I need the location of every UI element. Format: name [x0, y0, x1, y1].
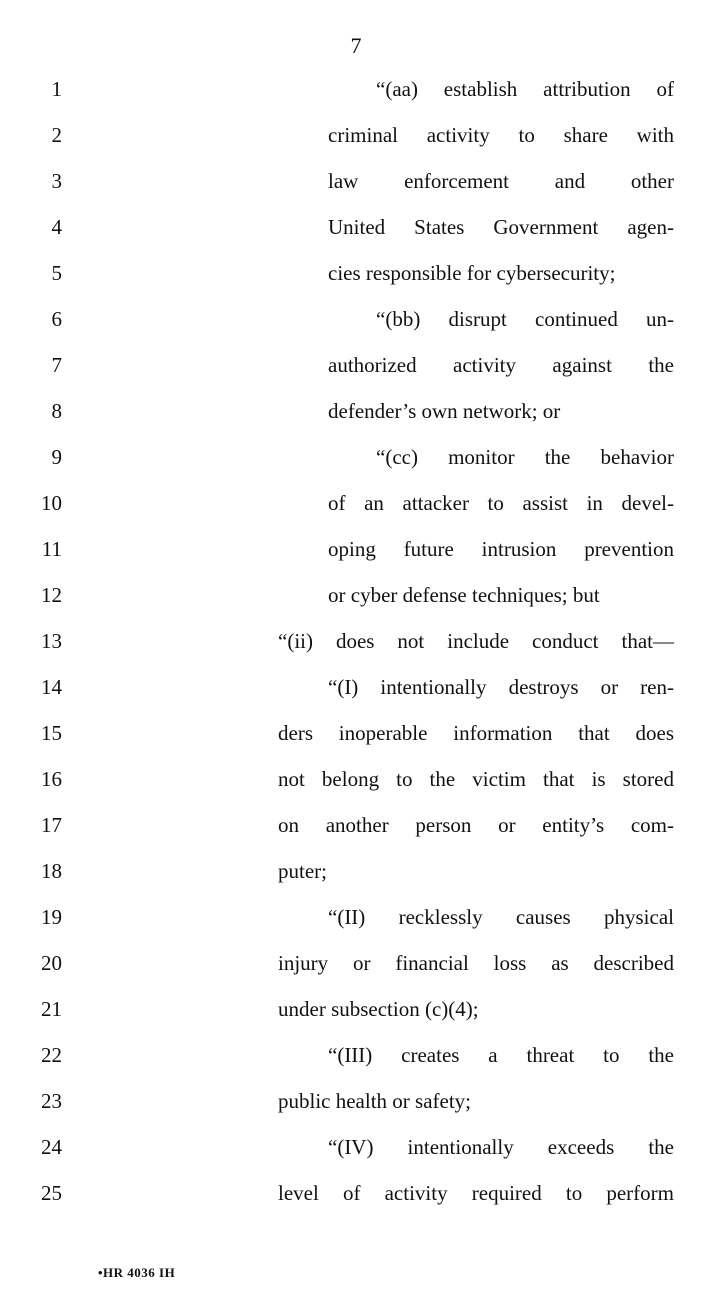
text-line	[0, 718, 712, 748]
line-text: public health or safety;	[278, 1089, 472, 1113]
line-number: 20	[41, 951, 62, 975]
text-line	[0, 304, 712, 334]
text-line	[0, 764, 712, 794]
line-text: under subsection (c)(4);	[278, 997, 479, 1021]
text-line	[0, 948, 712, 978]
text-line	[0, 74, 712, 104]
page-number: 7	[350, 33, 362, 58]
line-number: 24	[41, 1135, 62, 1159]
line-number: 23	[41, 1089, 62, 1113]
line-number: 11	[41, 537, 62, 561]
text-line	[0, 396, 712, 426]
text-line	[0, 488, 712, 518]
line-number: 5	[51, 261, 62, 285]
line-number: 10	[41, 491, 62, 515]
line-text: criminal activity to share with	[328, 123, 674, 147]
line-text: not belong to the victim that is stored	[278, 767, 674, 791]
text-line	[0, 212, 712, 242]
line-number: 4	[51, 215, 62, 239]
line-text: “(ii) does not include conduct that—	[278, 629, 674, 653]
text-line	[0, 120, 712, 150]
text-line	[0, 626, 712, 656]
text-line	[0, 672, 712, 702]
line-number: 17	[41, 813, 62, 837]
text-line	[0, 1132, 712, 1162]
line-number: 1	[51, 77, 62, 101]
line-number: 14	[41, 675, 62, 699]
line-number: 22	[41, 1043, 62, 1067]
line-number: 15	[41, 721, 62, 745]
line-text: or cyber defense techniques; but	[328, 583, 600, 607]
line-text: “(bb) disrupt continued un-	[376, 307, 674, 331]
text-line	[0, 350, 712, 380]
line-text: on another person or entity’s com-	[278, 813, 674, 837]
line-text: puter;	[278, 859, 327, 883]
line-text: authorized activity against the	[328, 353, 674, 377]
text-line	[0, 258, 712, 288]
text-line	[0, 1040, 712, 1070]
text-line	[0, 166, 712, 196]
line-number: 3	[51, 169, 62, 193]
line-text: oping future intrusion prevention	[328, 537, 674, 561]
line-text: ders inoperable information that does	[278, 721, 674, 745]
bill-identifier-footer: •HR 4036 IH	[98, 1265, 176, 1280]
line-number: 18	[41, 859, 62, 883]
line-number: 21	[41, 997, 62, 1021]
line-text: “(III) creates a threat to the	[328, 1043, 674, 1067]
text-line	[0, 1086, 712, 1116]
text-line	[0, 810, 712, 840]
text-line	[0, 534, 712, 564]
line-number: 9	[51, 445, 62, 469]
line-number: 6	[51, 307, 62, 331]
line-text: level of activity required to perform	[278, 1181, 674, 1205]
line-text: of an attacker to assist in devel-	[328, 491, 674, 515]
line-text: “(IV) intentionally exceeds the	[328, 1135, 674, 1159]
text-line	[0, 856, 712, 886]
line-text: “(II) recklessly causes physical	[328, 905, 674, 929]
text-line	[0, 1178, 712, 1208]
line-number: 19	[41, 905, 62, 929]
line-number: 25	[41, 1181, 62, 1205]
line-number: 7	[51, 353, 62, 377]
text-line	[0, 580, 712, 610]
line-text: injury or financial loss as described	[278, 951, 674, 975]
line-text: United States Government agen-	[328, 215, 674, 239]
line-text: “(I) intentionally destroys or ren-	[328, 675, 674, 699]
line-number: 2	[51, 123, 62, 147]
line-number: 8	[51, 399, 62, 423]
line-number: 12	[41, 583, 62, 607]
line-text: “(cc) monitor the behavior	[376, 445, 674, 469]
text-line	[0, 994, 712, 1024]
line-text: cies responsible for cybersecurity;	[328, 261, 616, 285]
line-text: “(aa) establish attribution of	[376, 77, 674, 101]
line-text: defender’s own network; or	[328, 399, 561, 423]
text-line	[0, 442, 712, 472]
text-line	[0, 902, 712, 932]
line-text: law enforcement and other	[328, 169, 674, 193]
line-number: 16	[41, 767, 62, 791]
line-number: 13	[41, 629, 62, 653]
